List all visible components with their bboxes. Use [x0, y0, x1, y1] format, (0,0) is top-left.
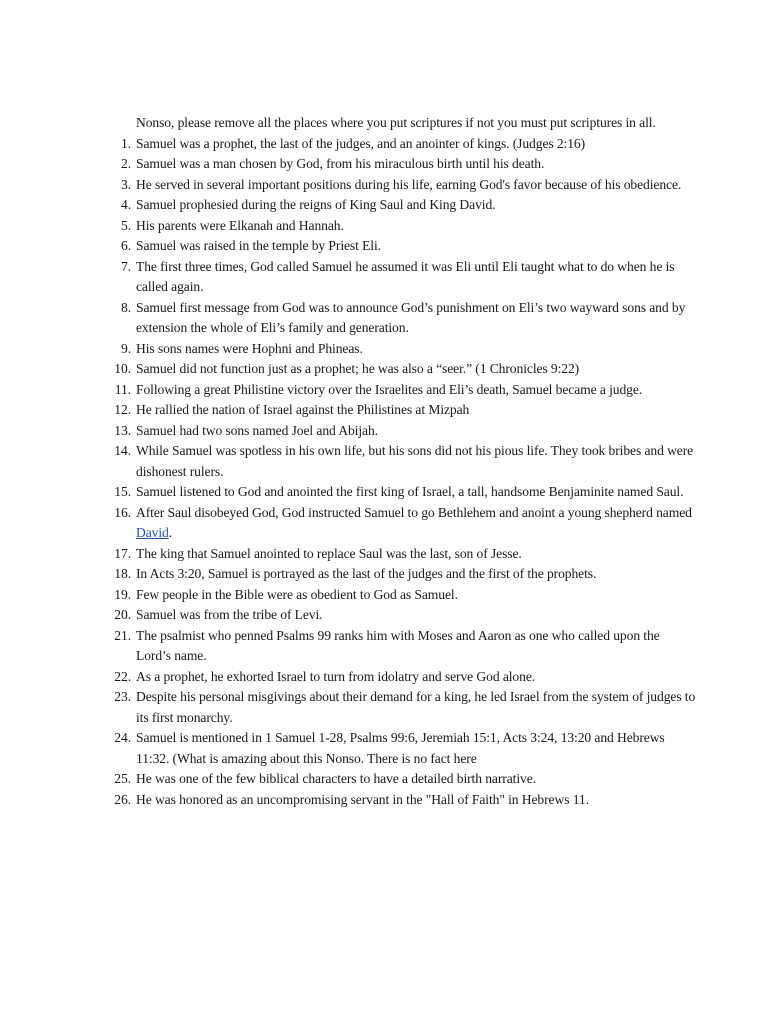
- item-text: Samuel did not function just as a prophet; he was also a “seer.” (1 Chronicles 9:22): [136, 361, 580, 376]
- list-item: [114, 667, 696, 688]
- item-number: 16.: [114, 504, 131, 520]
- list-item: [121, 257, 696, 298]
- item-text: Samuel was a prophet, the last of the judges, and an anointer of kings. (Judges 2:16): [136, 135, 586, 151]
- david-link[interactable]: David: [136, 525, 169, 540]
- item-number: 18.: [114, 566, 131, 581]
- item-text: The psalmist who penned Psalms 99 ranks him with Moses and Aaron as one who called upon the Lord’s name.: [136, 627, 660, 663]
- list-item: [114, 687, 696, 728]
- item-text: Samuel was from the tribe of Levi.: [136, 607, 323, 622]
- item-number: 8.: [121, 299, 131, 315]
- list-item: [114, 544, 696, 565]
- item-text: He served in several important positions during his life, earning God's favor because of his obedience.: [136, 176, 682, 192]
- item-text: Few people in the Bible were as obedient to God as Samuel.: [136, 586, 458, 602]
- list-item: [114, 482, 696, 503]
- list-item: [114, 441, 696, 482]
- item-number: 23.: [114, 689, 131, 704]
- list-item: [121, 216, 696, 237]
- document-body: [114, 113, 696, 810]
- list-item: [114, 769, 696, 790]
- list-item: [114, 790, 696, 811]
- list-item: [114, 421, 696, 442]
- item-text: Samuel had two sons named Joel and Abijah.: [136, 422, 378, 438]
- facts-list: [114, 134, 696, 811]
- item-number: 3.: [121, 176, 131, 192]
- item-number: 17.: [114, 545, 131, 561]
- item-text: Samuel prophesied during the reigns of King Saul and King David.: [136, 197, 496, 212]
- item-text-tail: .: [168, 525, 173, 540]
- list-item: [114, 605, 696, 626]
- item-number: 24.: [114, 730, 131, 745]
- item-number: 21.: [114, 627, 131, 643]
- item-text: The king that Samuel anointed to replace Saul was the last, son of Jesse.: [136, 545, 522, 561]
- list-item: [114, 626, 696, 667]
- list-item: [121, 154, 696, 175]
- item-number: 20.: [114, 607, 131, 622]
- list-item: [121, 236, 696, 257]
- item-number: 1.: [121, 135, 131, 151]
- list-item: [121, 339, 696, 360]
- list-item: [114, 585, 696, 606]
- item-number: 12.: [114, 402, 131, 417]
- list-item: [114, 380, 696, 401]
- item-number: 11.: [114, 381, 131, 397]
- item-number: 6.: [121, 238, 131, 253]
- item-text: Following a great Philistine victory over the Israelites and Eli’s death, Samuel became a judge.: [136, 381, 643, 397]
- item-text: He rallied the nation of Israel against the Philistines at Mizpah: [136, 402, 470, 417]
- item-number: 7.: [121, 258, 131, 274]
- item-number: 2.: [121, 156, 131, 171]
- item-text: Samuel first message from God was to announce God’s punishment on Eli’s two wayward sons and by extension the whole of Eli’s family and generation.: [136, 299, 686, 335]
- list-item: [114, 503, 696, 544]
- item-number: 14.: [114, 443, 131, 458]
- item-number: 19.: [114, 586, 131, 602]
- item-text: Samuel was a man chosen by God, from his miraculous birth until his death.: [136, 156, 545, 171]
- item-text: In Acts 3:20, Samuel is portrayed as the last of the judges and the first of the prophets.: [136, 566, 597, 581]
- item-number: 5.: [121, 217, 131, 233]
- item-text: The first three times, God called Samuel he assumed it was Eli until Eli taught what to do when he is called again.: [136, 258, 675, 294]
- item-text: Samuel was raised in the temple by Priest Eli.: [136, 238, 381, 253]
- item-text: As a prophet, he exhorted Israel to turn from idolatry and serve God alone.: [136, 668, 536, 684]
- list-item: [121, 134, 696, 155]
- item-text: After Saul disobeyed God, God instructed Samuel to go Bethlehem and anoint a young shepherd named: [136, 504, 692, 520]
- item-text: Samuel listened to God and anointed the first king of Israel, a tall, handsome Benjaminite named Saul.: [136, 484, 684, 499]
- item-number: 9.: [121, 340, 131, 356]
- item-text: While Samuel was spotless in his own life, but his sons did not his pious life. They took bribes and were dishonest rulers.: [136, 443, 694, 479]
- item-text: He was honored as an uncompromising servant in the "Hall of Faith" in Hebrews 11.: [136, 791, 589, 807]
- list-item: [114, 728, 696, 769]
- item-text: He was one of the few biblical characters to have a detailed birth narrative.: [136, 771, 536, 786]
- item-text: His parents were Elkanah and Hannah.: [136, 217, 344, 233]
- item-number: 10.: [114, 361, 131, 376]
- intro-note: Nonso, please remove all the places where you put scriptures if not you must put scriptures in all.: [136, 115, 656, 130]
- item-number: 26.: [114, 791, 131, 807]
- item-number: 13.: [114, 422, 131, 438]
- list-item: [114, 359, 696, 380]
- item-text: Despite his personal misgivings about their demand for a king, he led Israel from the system of judges to its first monarchy.: [136, 689, 696, 725]
- list-item: [114, 564, 696, 585]
- list-item: [121, 175, 696, 196]
- list-item: [121, 195, 696, 216]
- item-number: 4.: [121, 197, 131, 212]
- item-number: 15.: [114, 484, 131, 499]
- list-item: [121, 298, 696, 339]
- item-text: Samuel is mentioned in 1 Samuel 1-28, Psalms 99:6, Jeremiah 15:1, Acts 3:24, 13:20 and Hebrews 11:32. (What is amazing about this Nonso. There is no fact here: [136, 730, 665, 766]
- list-item: [114, 400, 696, 421]
- item-text: His sons names were Hophni and Phineas.: [136, 340, 363, 356]
- item-number: 22.: [114, 668, 131, 684]
- item-number: 25.: [114, 771, 131, 786]
